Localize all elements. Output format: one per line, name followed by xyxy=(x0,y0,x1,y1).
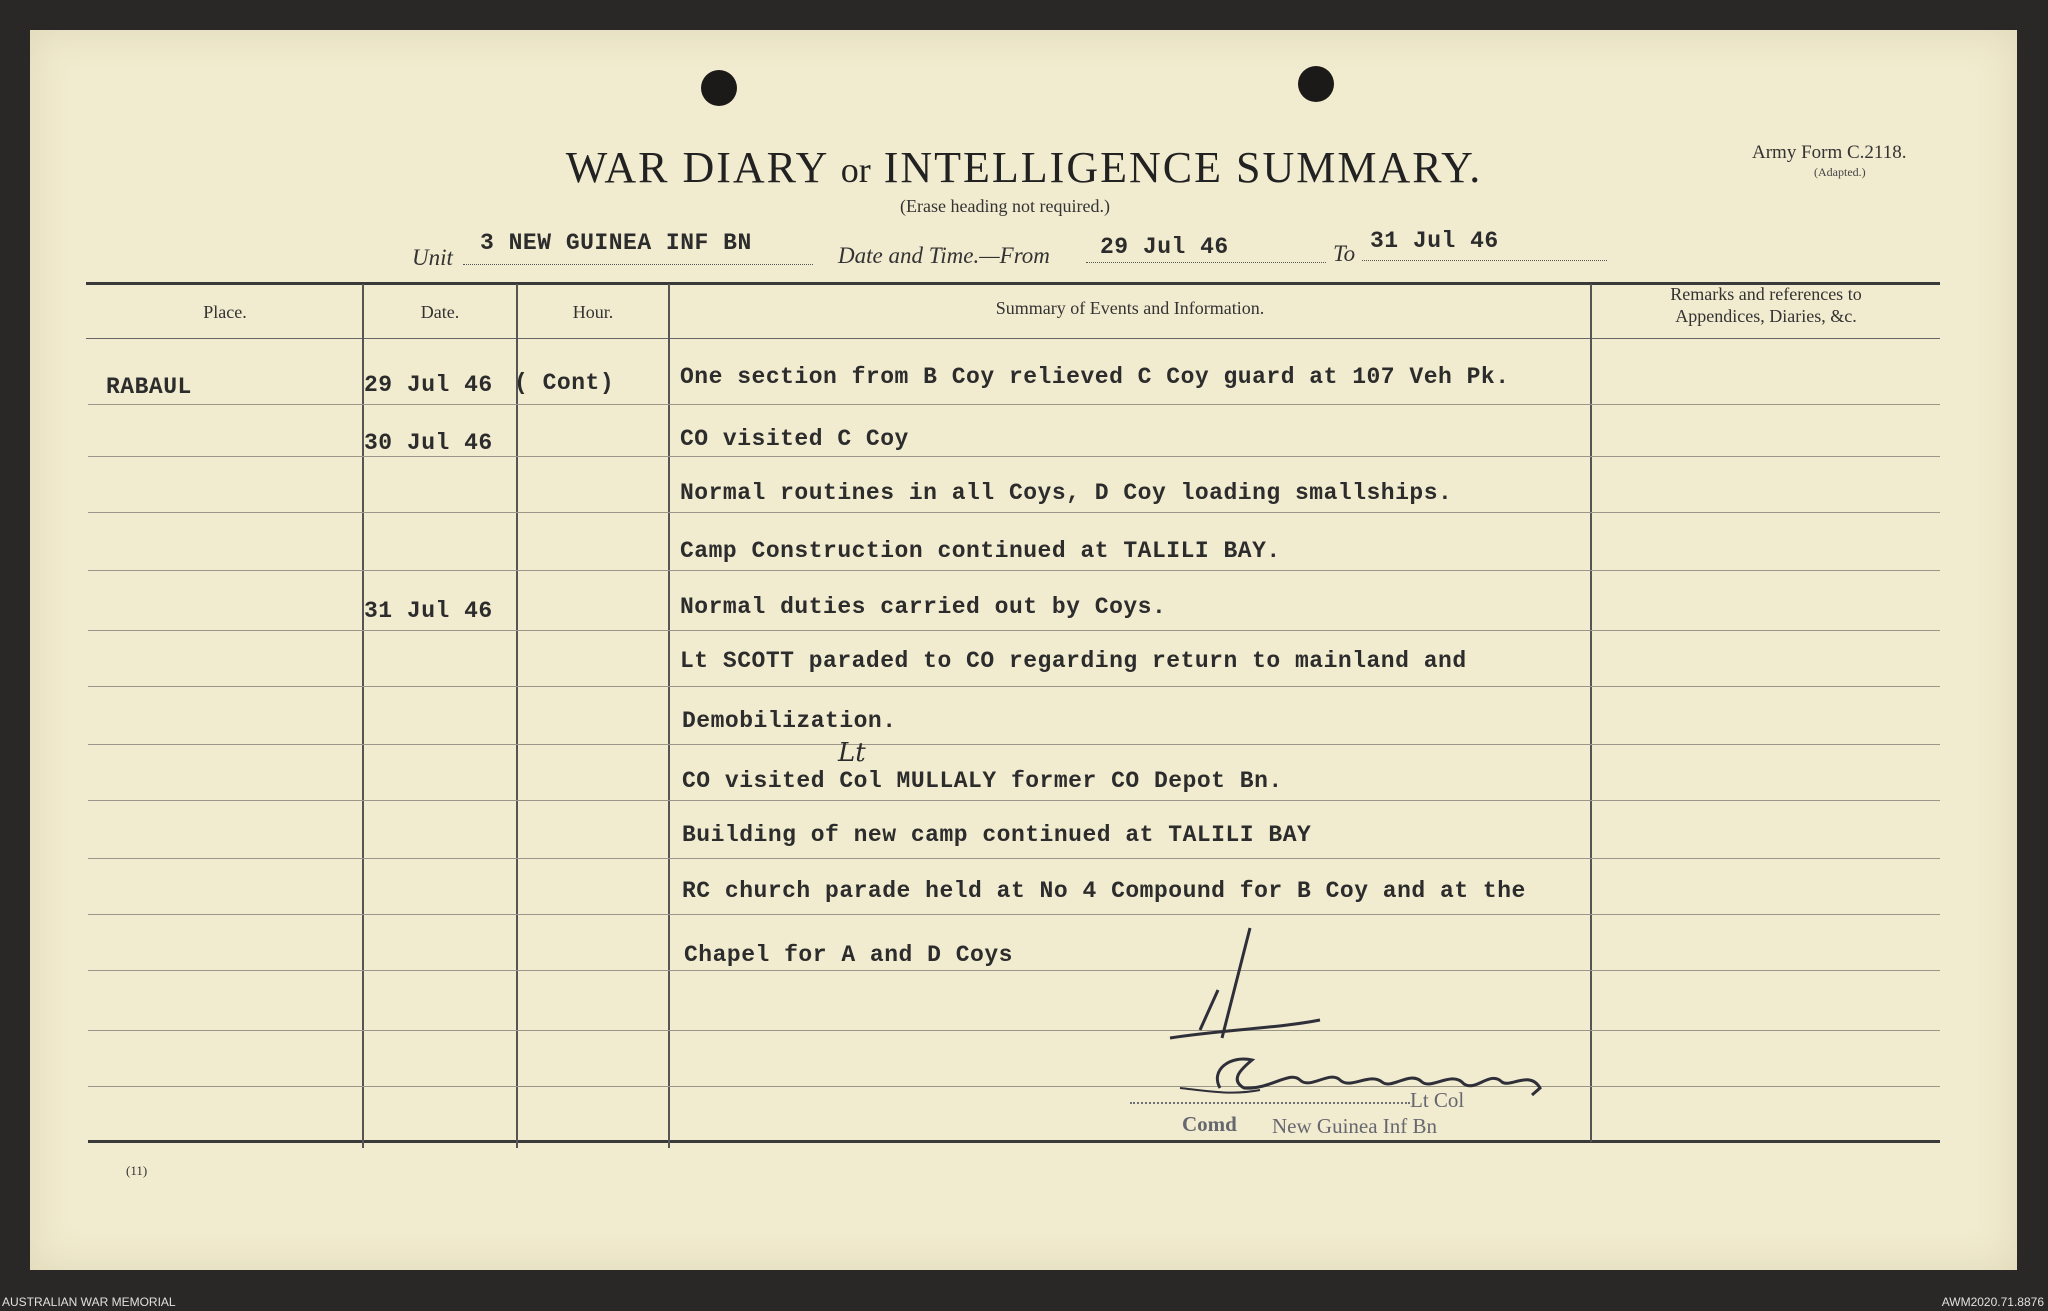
punch-hole-right xyxy=(1298,66,1334,102)
entry-date: 31 Jul 46 xyxy=(364,598,493,624)
unit-label: Unit xyxy=(412,245,453,270)
archive-caption xyxy=(0,1293,2048,1311)
unit-value: 3 NEW GUINEA INF BN xyxy=(480,230,752,256)
col-header-summary: Summary of Events and Information. xyxy=(995,298,1265,318)
table-bottom-rule xyxy=(88,1140,1940,1143)
col-header-hour: Hour. xyxy=(572,302,614,322)
entry-summary: CO visited C Coy xyxy=(680,426,909,452)
col-header-remarks-2: Appendices, Diaries, &c. xyxy=(1675,306,1857,326)
entry-date: 29 Jul 46 xyxy=(364,372,493,398)
row-line xyxy=(88,800,1940,801)
entry-summary: Normal routines in all Coys, D Coy loading smallships. xyxy=(680,480,1453,506)
entry-summary: Camp Construction continued at TALILI BAY. xyxy=(680,538,1281,564)
row-line xyxy=(88,456,1940,457)
row-line xyxy=(88,630,1940,631)
entry-summary: Normal duties carried out by Coys. xyxy=(680,594,1167,620)
caption-right: AWM2020.71.8876 xyxy=(1941,1295,2044,1309)
entry-summary: One section from B Coy relieved C Coy guard at 107 Veh Pk. xyxy=(680,364,1510,390)
entry-summary: CO visited Col MULLALY former CO Depot Bn. xyxy=(682,768,1283,794)
col-header-date: Date. xyxy=(420,302,460,322)
date-from-line xyxy=(1086,262,1326,263)
row-line xyxy=(88,686,1940,687)
entry-place: RABAUL xyxy=(106,374,192,400)
erase-note: (Erase heading not required.) xyxy=(900,196,1110,216)
row-line xyxy=(88,512,1940,513)
col-divider-summary xyxy=(1590,284,1592,1142)
row-line xyxy=(88,1086,1940,1087)
unit-line xyxy=(463,264,813,265)
signature-mark xyxy=(1160,920,1580,1120)
date-to-line xyxy=(1362,260,1607,261)
stamp-comd: Comd xyxy=(1182,1112,1237,1136)
entry-summary: Chapel for A and D Coys xyxy=(684,942,1013,968)
col-header-place: Place. xyxy=(203,302,247,322)
col-header-remarks-1: Remarks and references to xyxy=(1670,284,1862,304)
adapted-label: (Adapted.) xyxy=(1814,165,1866,179)
stamp-unit: New Guinea Inf Bn xyxy=(1272,1114,1438,1138)
row-line xyxy=(88,858,1940,859)
row-line xyxy=(88,744,1940,745)
date-from-value: 29 Jul 46 xyxy=(1100,234,1229,260)
col-divider-place xyxy=(362,284,364,1148)
title-part-1: WAR DIARY xyxy=(565,143,828,192)
form-footer-code: (11) xyxy=(126,1163,148,1178)
row-line xyxy=(88,404,1940,405)
date-time-label: Date and Time.—From xyxy=(838,243,1050,268)
entry-hour: ( Cont) xyxy=(514,370,615,396)
row-line xyxy=(88,570,1940,571)
entry-summary: Demobilization. xyxy=(682,708,897,734)
entry-summary: Lt SCOTT paraded to CO regarding return to mainland and xyxy=(680,648,1467,674)
entry-summary: Building of new camp continued at TALILI BAY xyxy=(682,822,1312,848)
punch-hole-left xyxy=(701,70,737,106)
row-line xyxy=(88,914,1940,915)
header-divider xyxy=(86,338,1940,339)
army-form-label: Army Form C.2118. xyxy=(1752,142,1907,163)
entry-summary: RC church parade held at No 4 Compound for B Coy and at the xyxy=(682,878,1526,904)
row-line xyxy=(88,1030,1940,1031)
col-divider-hour xyxy=(668,284,670,1148)
entry-date: 30 Jul 46 xyxy=(364,430,493,456)
title-part-2: INTELLIGENCE SUMMARY. xyxy=(883,143,1483,192)
row-line xyxy=(88,970,1940,971)
caption-left: AUSTRALIAN WAR MEMORIAL xyxy=(2,1295,176,1309)
title-or: or xyxy=(840,150,871,190)
to-label: To xyxy=(1333,241,1356,266)
signature-line xyxy=(1130,1102,1410,1104)
date-to-value: 31 Jul 46 xyxy=(1370,228,1499,254)
col-divider-date xyxy=(516,284,518,1148)
stamp-rank: Lt Col xyxy=(1410,1088,1465,1112)
handwritten-insertion: Lt xyxy=(838,738,866,768)
page-title xyxy=(0,142,2048,193)
